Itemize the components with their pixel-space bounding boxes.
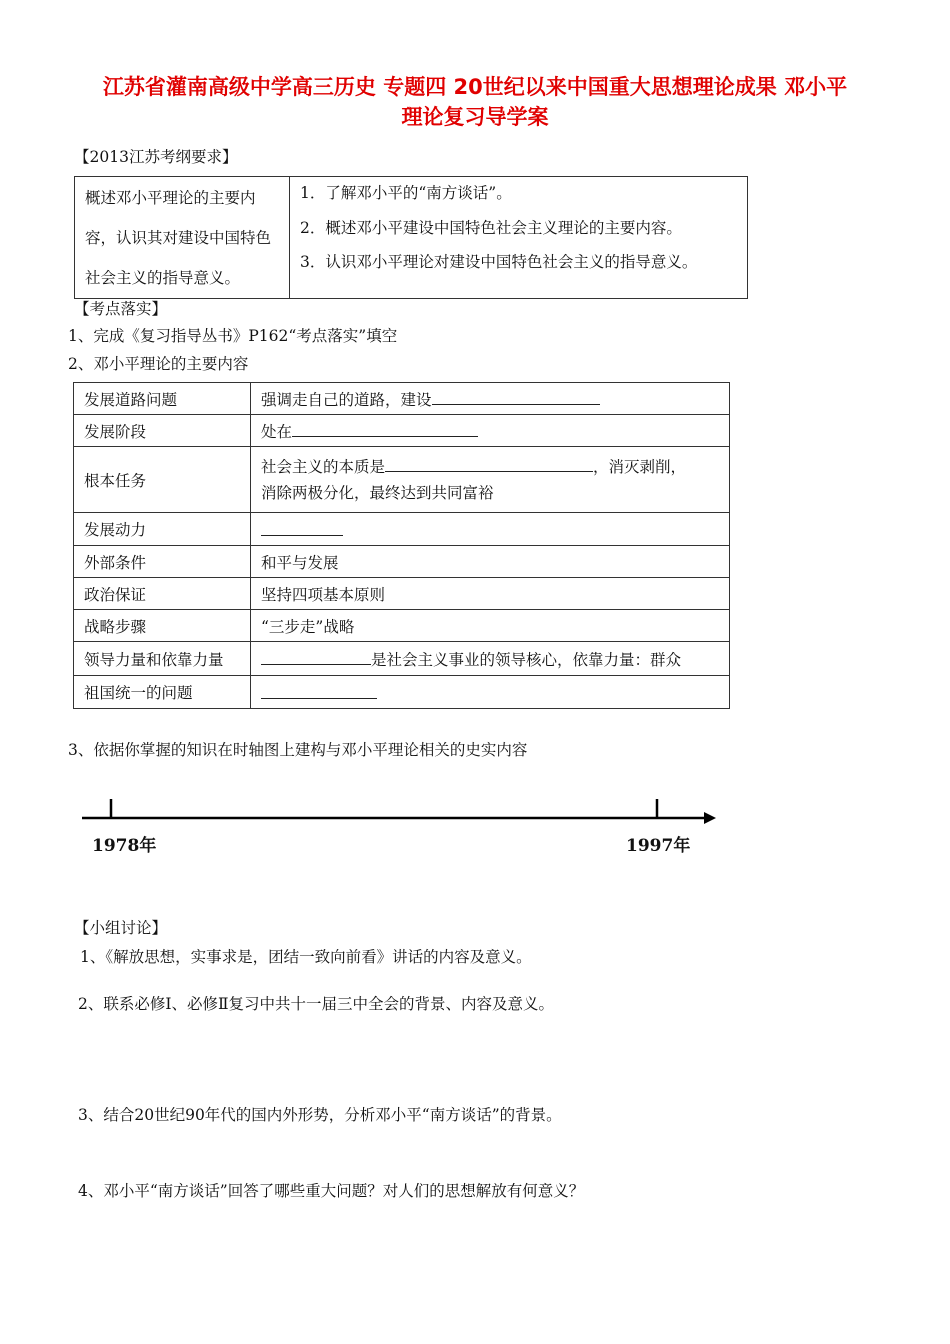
- requirement-item: 2．概述邓小平建设中国特色社会主义理论的主要内容。: [300, 218, 682, 237]
- row-label: 发展动力: [74, 513, 251, 546]
- document-title-line2: 理论复习导学案: [401, 105, 549, 129]
- content-table: [73, 382, 730, 709]
- timeline-instruction: 3、依据你掌握的知识在时轴图上建构与邓小平理论相关的史实内容: [68, 741, 528, 759]
- fill-blank[interactable]: [292, 420, 478, 437]
- row-label: 发展阶段: [74, 415, 251, 447]
- fill-blank[interactable]: [261, 648, 371, 665]
- row-label: 领导力量和依靠力量: [74, 642, 251, 676]
- table-row: [74, 676, 730, 709]
- fill-blank[interactable]: [261, 682, 377, 699]
- row-content: 处在: [251, 415, 730, 447]
- requirements-left-cell: 概述邓小平理论的主要内容，认识其对建设中国特色社会主义的指导意义。: [75, 177, 290, 299]
- requirement-item: 1．了解邓小平的“南方谈话”。: [300, 184, 512, 202]
- timeline-end-label: 1997年: [626, 836, 691, 856]
- discussion-question-3: 3、结合20世纪90年代的国内外形势，分析邓小平“南方谈话”的背景。: [78, 1106, 562, 1124]
- table-row: [74, 610, 730, 642]
- requirements-heading: 【2013江苏考纲要求】: [74, 148, 238, 166]
- row-label: 祖国统一的问题: [74, 676, 251, 709]
- table-row: [74, 447, 730, 513]
- fill-blank[interactable]: [385, 455, 593, 472]
- discussion-question-4: 4、邓小平“南方谈话”回答了哪些重大问题？对人们的思想解放有何意义？: [78, 1182, 585, 1200]
- kaodian-item-2: 2、邓小平理论的主要内容: [68, 355, 249, 373]
- fill-blank[interactable]: [432, 388, 600, 405]
- document-title: [40, 72, 910, 132]
- row-content: 是社会主义事业的领导核心，依靠力量：群众: [251, 642, 730, 676]
- row-content: [251, 676, 730, 709]
- discussion-heading: 【小组讨论】: [74, 919, 168, 937]
- requirement-item: 3．认识邓小平理论对建设中国特色社会主义的指导意义。: [300, 253, 698, 271]
- row-label: 外部条件: [74, 546, 251, 578]
- row-content: 坚持四项基本原则: [251, 578, 730, 610]
- table-row: [74, 546, 730, 578]
- table-row: [74, 578, 730, 610]
- row-content: 强调走自己的道路，建设: [251, 383, 730, 415]
- requirements-items-cell: [290, 177, 748, 299]
- timeline-axis: [0, 790, 950, 830]
- row-content: “三步走”战略: [251, 610, 730, 642]
- timeline-start-label: 1978年: [92, 836, 157, 856]
- row-label: 战略步骤: [74, 610, 251, 642]
- table-row: [74, 642, 730, 676]
- row-content: 和平与发展: [251, 546, 730, 578]
- requirements-table: [74, 176, 748, 299]
- discussion-question-2: 2、联系必修Ⅰ、必修Ⅱ复习中共十一届三中全会的背景、内容及意义。: [78, 995, 555, 1013]
- kaodian-item-1: 1、完成《复习指导丛书》P162“考点落实”填空: [68, 327, 398, 345]
- row-content: [251, 513, 730, 546]
- fill-blank[interactable]: [261, 519, 343, 536]
- document-title-line1: 江苏省灌南高级中学高三历史 专题四 20世纪以来中国重大思想理论成果 邓小平: [102, 75, 848, 99]
- row-label: 根本任务: [74, 447, 251, 513]
- timeline-arrow-icon: [704, 812, 716, 824]
- row-label: 政治保证: [74, 578, 251, 610]
- kaodian-heading: 【考点落实】: [74, 300, 168, 318]
- table-row: [74, 513, 730, 546]
- row-content: 社会主义的本质是 ，消灭剥削， 消除两极分化，最终达到共同富裕: [251, 447, 730, 513]
- table-row: [74, 415, 730, 447]
- discussion-question-1: 1、《解放思想，实事求是，团结一致向前看》讲话的内容及意义。: [80, 948, 532, 966]
- table-row: [74, 383, 730, 415]
- row-label: 发展道路问题: [74, 383, 251, 415]
